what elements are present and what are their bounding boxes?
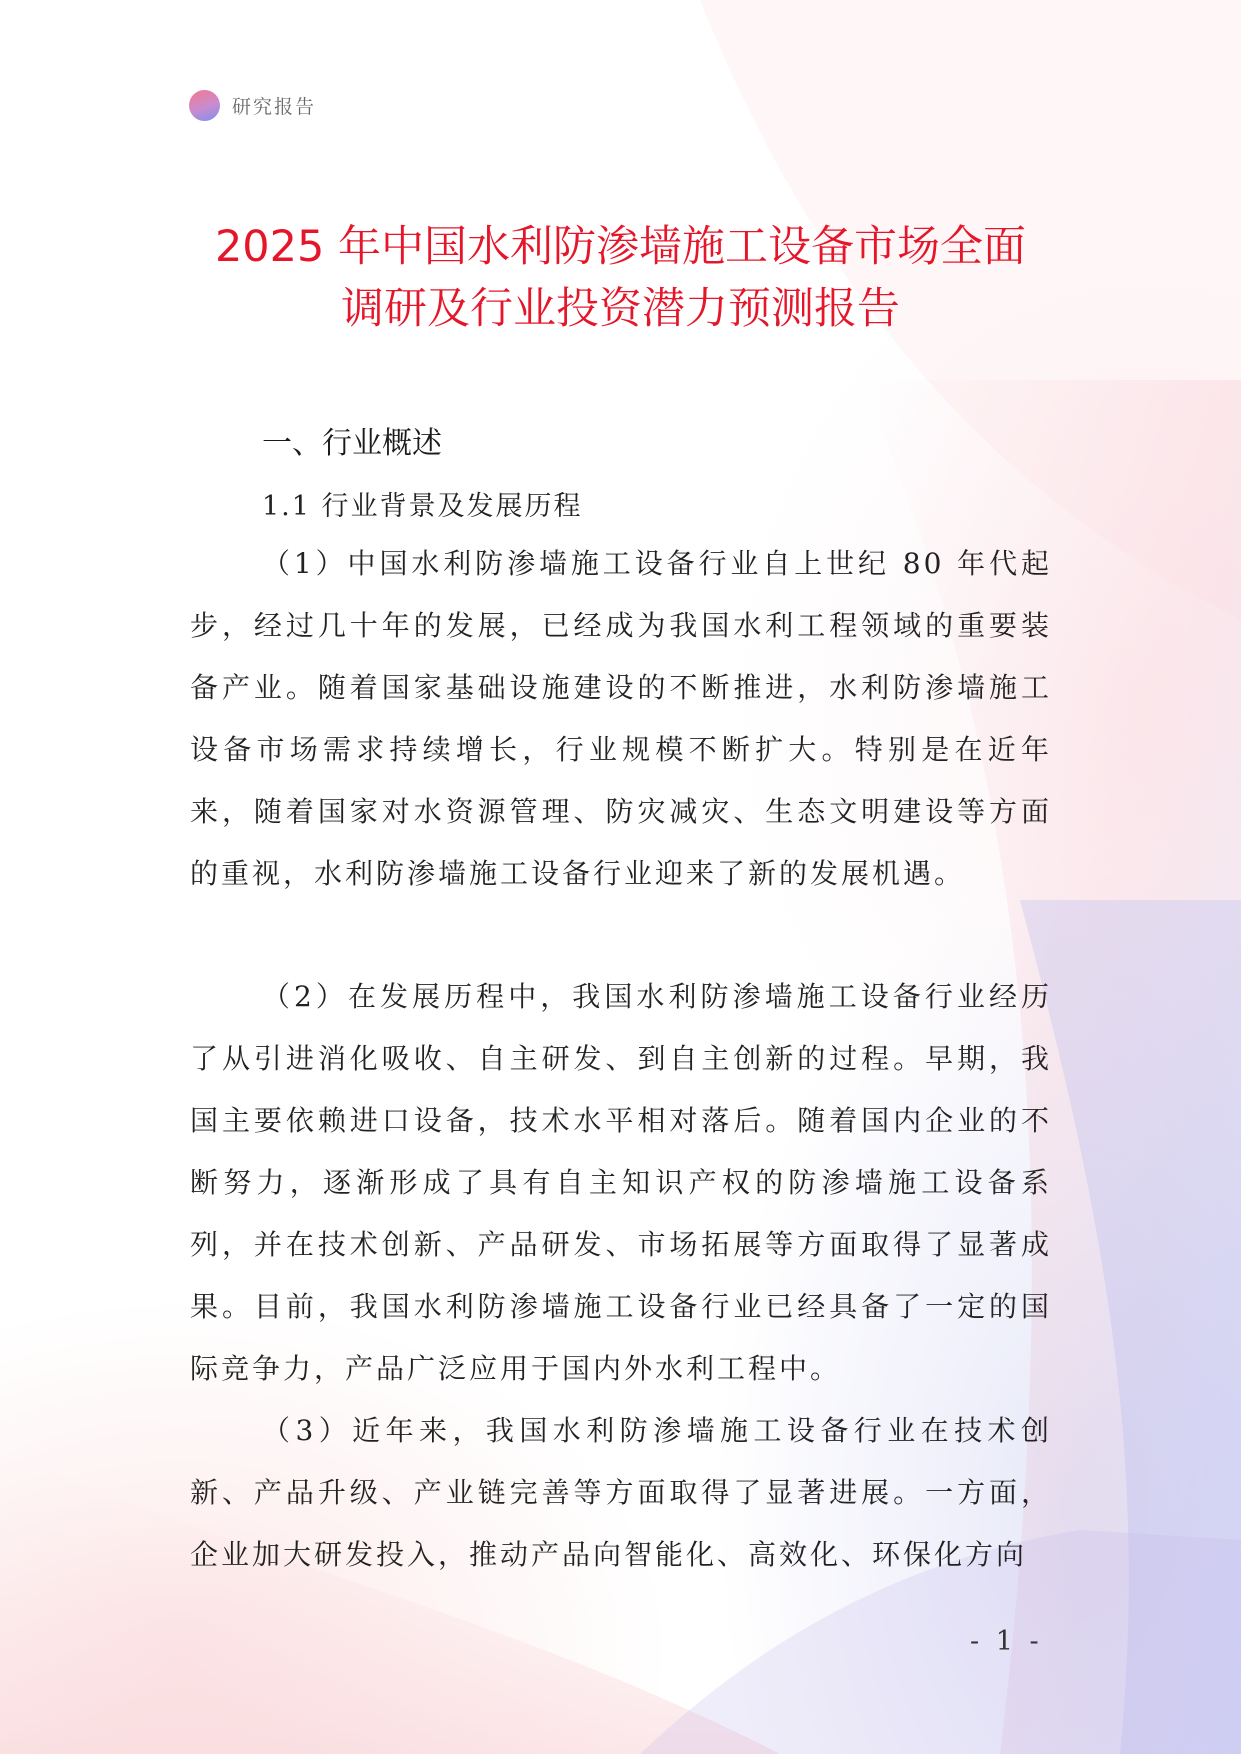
- section-heading: 一、行业概述: [262, 426, 442, 461]
- subsection-heading: 1.1 行业背景及发展历程: [262, 491, 583, 522]
- paragraph-1: （1）中国水利防渗墙施工设备行业自上世纪 80 年代起步，经过几十年的发展，已经成为我国水利工程领域的重要装备产业。随着国家基础设施建设的不断推进，水利防渗墙施工设备市场需求持续增长，行业规模不断扩大。特别是在近年来，随着国家对水资源管理、防灾减灾、生态文明建设等方面的重视，水利防渗墙施工设备行业迎来了新的发展机遇。: [190, 547, 1052, 890]
- report-title-line-1: 2025 年中国水利防渗墙施工设备市场全面: [214, 222, 1027, 272]
- report-header: [189, 88, 316, 122]
- header-label: 研究报告: [232, 95, 317, 118]
- paragraph-3: （3）近年来，我国水利防渗墙施工设备行业在技术创新、产品升级、产业链完善等方面取得了显著进展。一方面，企业加大研发投入，推动产品向智能化、高效化、环保化方向: [190, 1414, 1052, 1571]
- report-title-line-2: 调研及行业投资潜力预测报告: [341, 284, 900, 334]
- logo-circle-icon: [189, 90, 220, 121]
- paragraph-2: （2）在发展历程中，我国水利防渗墙施工设备行业经历了从引进消化吸收、自主研发、到自主创新的过程。早期，我国主要依赖进口设备，技术水平相对落后。随着国内企业的不断努力，逐渐形成了具有自主知识产权的防渗墙施工设备系列，并在技术创新、产品研发、市场拓展等方面取得了显著成果。目前，我国水利防渗墙施工设备行业已经具备了一定的国际竞争力，产品广泛应用于国内外水利工程中。: [190, 980, 1052, 1385]
- page-number: - 1 -: [970, 1626, 1043, 1657]
- report-title: [150, 216, 1091, 340]
